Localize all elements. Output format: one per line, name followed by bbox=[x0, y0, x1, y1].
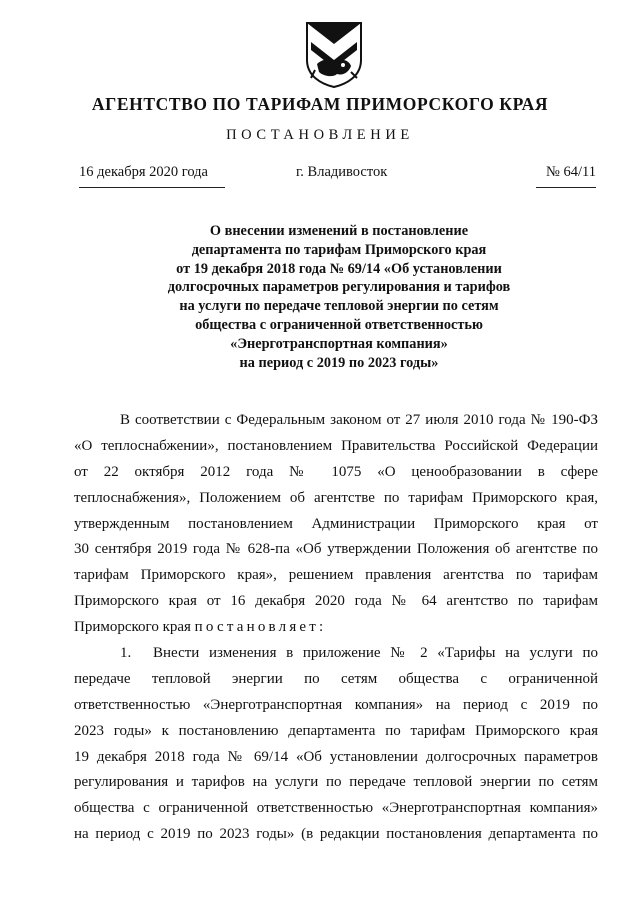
title-line: долгосрочных параметров регулирования и тарифов bbox=[167, 279, 511, 296]
body-line: ответственностью «Энерготранспортная компания» на период с 2019 по bbox=[74, 696, 598, 713]
item-1-first-text: Внести изменения в приложение № 2 «Тарифы на услуги по bbox=[153, 645, 598, 662]
body-line: на период с 2019 по 2023 годы» (в редакции постановления департамента по bbox=[74, 826, 598, 843]
body-line: регулирования и тарифов на услуги по передаче тепловой энергии по сетям bbox=[74, 774, 598, 791]
body-line: Приморского края от 16 декабря 2020 года № 64 агентство по тарифам bbox=[74, 593, 598, 610]
agency-name: АГЕНТСТВО ПО ТАРИФАМ ПРИМОРСКОГО КРАЯ bbox=[91, 94, 549, 114]
body-line: тарифам Приморского края», решением правления агентства по тарифам bbox=[74, 567, 598, 584]
body-line: от 22 октября 2012 года № 1075 «О ценообразовании в сфере bbox=[74, 463, 598, 480]
body-line: передаче тепловой энергии по сетям общества с ограниченной bbox=[74, 670, 598, 687]
body-line: 2023 годы» к постановлению департамента по тарифам Приморского края bbox=[74, 722, 598, 739]
title-line: О внесении изменений в постановление bbox=[209, 223, 469, 239]
body-line: теплоснабжения», Положением об агентстве по тарифам Приморского края, bbox=[74, 489, 598, 506]
body-line: общества с ограниченной ответственностью «Энерготранспортная компания» bbox=[74, 800, 598, 817]
body-line: 30 сентября 2019 года № 628-па «Об утверждении Положения об агентстве по bbox=[74, 541, 598, 558]
item-1-number: 1. bbox=[120, 645, 132, 662]
body-line: 19 декабря 2018 года № 69/14 «Об установлении долгосрочных параметров bbox=[74, 748, 598, 765]
title-line: общества с ограниченной ответственностью bbox=[195, 316, 483, 333]
title-line: на период с 2019 по 2023 годы» bbox=[239, 354, 439, 371]
resolves-word: постановляет: bbox=[194, 619, 327, 636]
document-number: № 64/11 bbox=[536, 164, 596, 188]
document-title bbox=[80, 222, 598, 372]
body-line: В соответствии с Федеральным законом от 27 июля 2010 года № 190-ФЗ bbox=[120, 412, 598, 428]
document-date: 16 декабря 2020 года bbox=[79, 164, 225, 188]
document-type: ПОСТАНОВЛЕНИЕ bbox=[226, 127, 414, 143]
body-line: утвержденным постановлением Администрации Приморского края от bbox=[74, 515, 598, 532]
item-1-first-line bbox=[74, 641, 598, 667]
title-line: на услуги по передаче тепловой энергии по сетям bbox=[179, 298, 499, 315]
coat-of-arms-icon bbox=[303, 20, 365, 88]
body-line-resolves bbox=[74, 615, 598, 641]
title-line: департамента по тарифам Приморского края bbox=[191, 241, 487, 258]
body-line: «О теплоснабжении», постановлением Правительства Российской Федерации bbox=[74, 437, 598, 454]
title-line: от 19 декабря 2018 года № 69/14 «Об установлении bbox=[176, 260, 502, 277]
resolves-prefix: Приморского края bbox=[74, 619, 195, 636]
title-line: «Энерготранспортная компания» bbox=[230, 335, 448, 352]
document-body bbox=[74, 408, 598, 848]
document-city: г. Владивосток bbox=[296, 164, 388, 180]
